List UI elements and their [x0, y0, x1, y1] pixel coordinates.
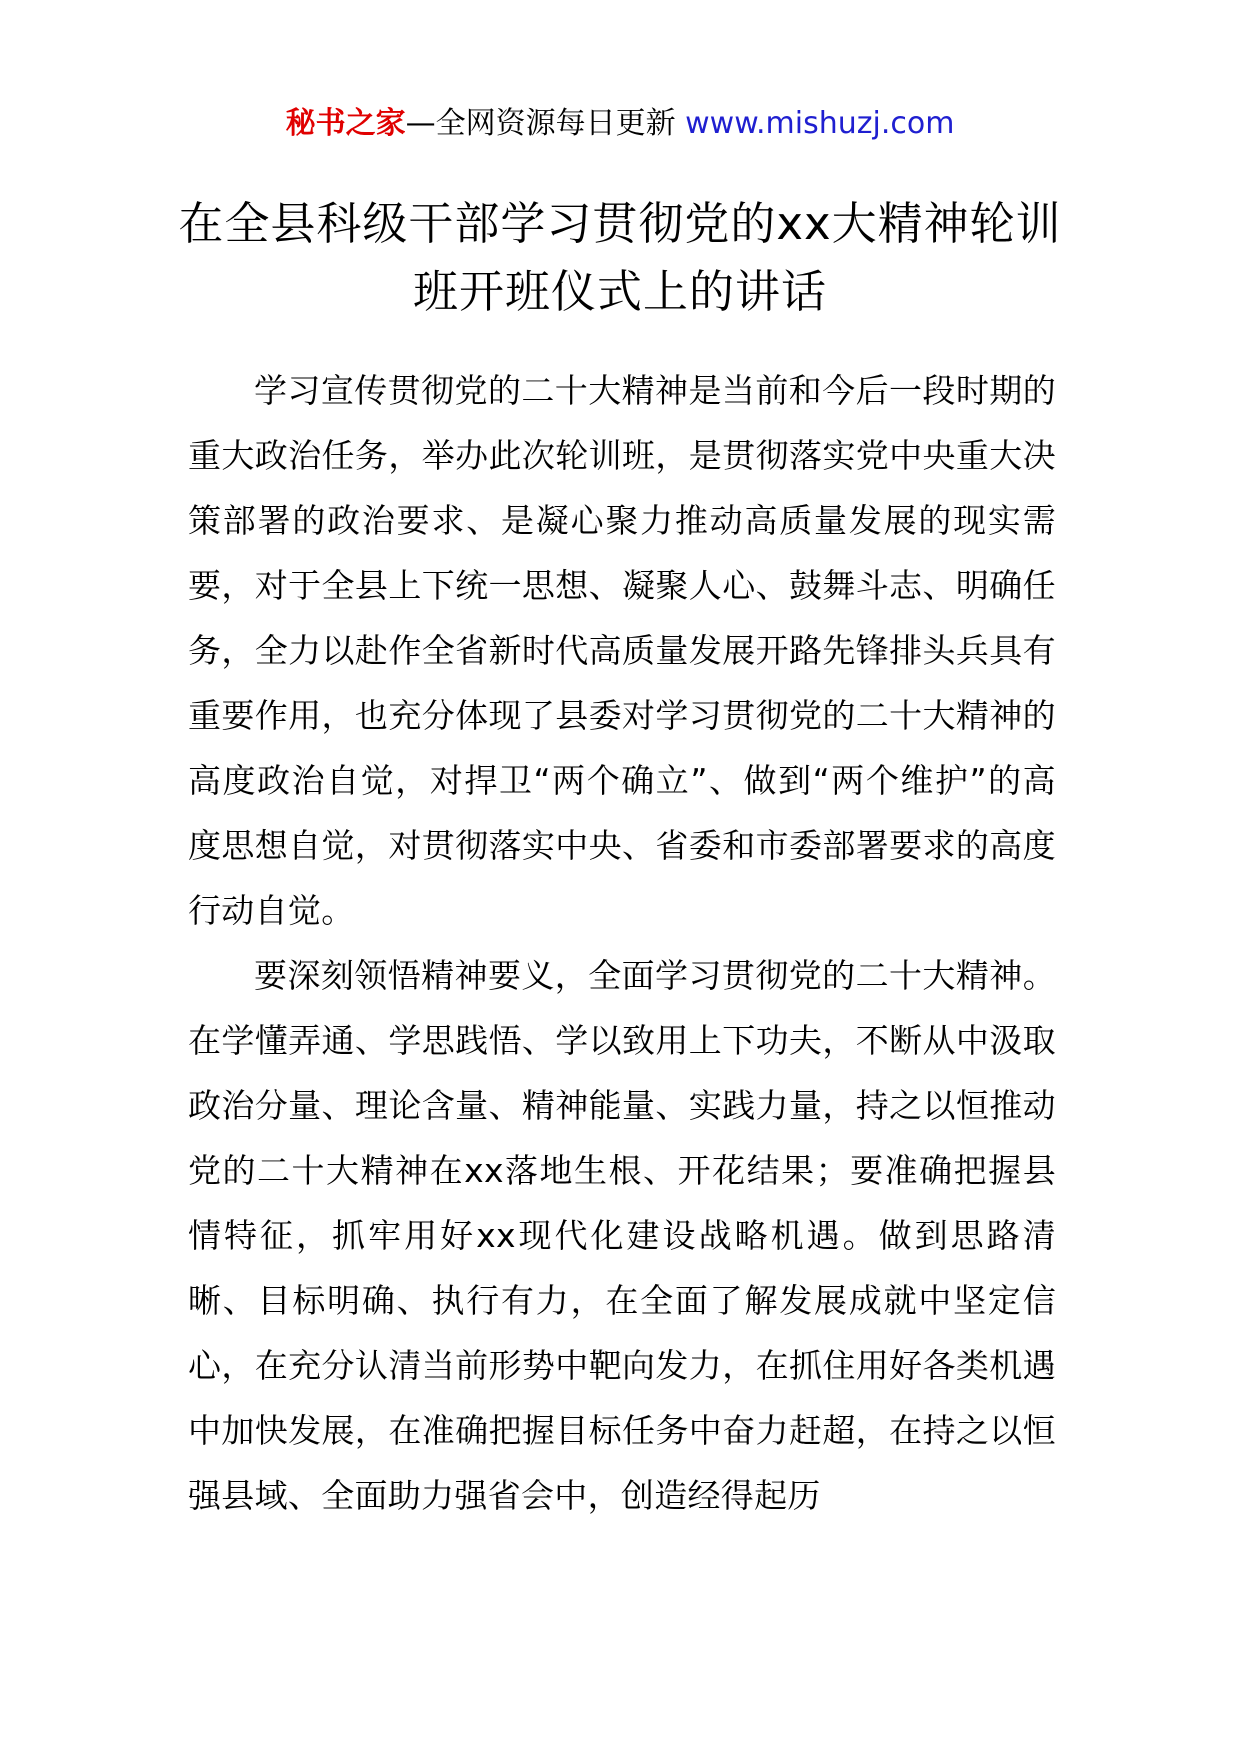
paragraph: 要深刻领悟精神要义，全面学习贯彻党的二十大精神。在学懂弄通、学思践悟、学以致用上下功夫，不断从中汲取政治分量、理论含量、精神能量、实践力量，持之以恒推动党的二十大精神在xx落地生根、开花结果；要准确把握县情特征，抓牢用好xx现代化建设战略机遇。做到思路清晰、目标明确、执行有力，在全面了解发展成就中坚定信心，在充分认清当前形势中靶向发力，在抓住用好各类机遇中加快发展，在准确把握目标任务中奋力赶超，在持之以恒强县域、全面助力强省会中，创造经得起历 — [188, 956, 1056, 1515]
document-title: 在全县科级干部学习贯彻党的xx大精神轮训班开班仪式上的讲话 — [178, 197, 1062, 318]
site-url-link[interactable]: www.mishuzj.com — [685, 106, 955, 141]
site-tagline: —全网资源每日更新 — [405, 106, 686, 141]
site-brand: 秘书之家 — [285, 106, 406, 141]
document-body — [188, 358, 1056, 1528]
site-header — [0, 100, 1240, 148]
paragraph: 学习宣传贯彻党的二十大精神是当前和今后一段时期的重大政治任务，举办此次轮训班，是贯彻落实党中央重大决策部署的政治要求、是凝心聚力推动高质量发展的现实需要，对于全县上下统一思想、凝聚人心、鼓舞斗志、明确任务，全力以赴作全省新时代高质量发展开路先锋排头兵具有重要作用，也充分体现了县委对学习贯彻党的二十大精神的高度政治自觉，对捍卫“两个确立”、做到“两个维护”的高度思想自觉，对贯彻落实中央、省委和市委部署要求的高度行动自觉。 — [188, 371, 1056, 930]
